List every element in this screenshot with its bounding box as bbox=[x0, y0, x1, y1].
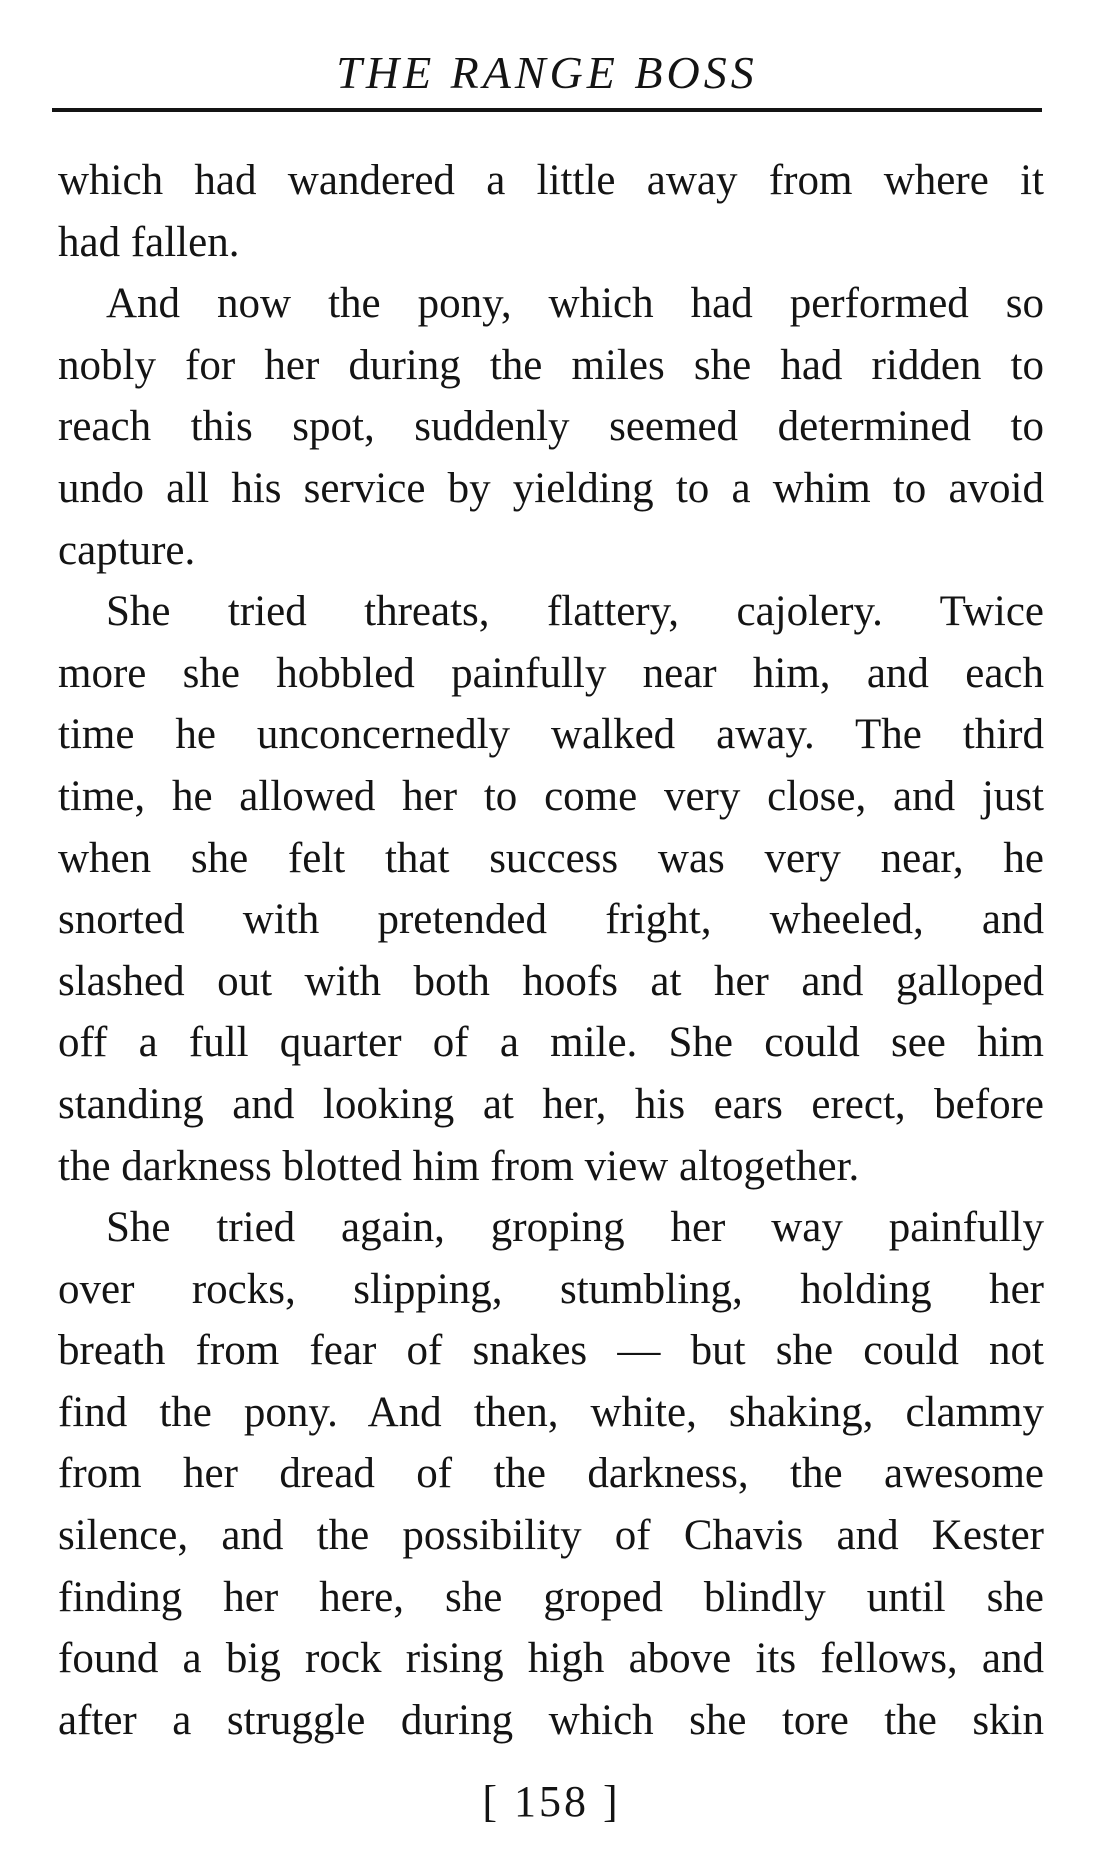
text-line: off a full quarter of a mile. She could see him bbox=[58, 1019, 1044, 1067]
running-header bbox=[52, 38, 1042, 108]
paragraph-2 bbox=[58, 273, 1044, 581]
text-line: standing and looking at her, his ears erect, before bbox=[58, 1080, 1044, 1128]
text-line: time he unconcernedly walked away. The third bbox=[58, 711, 1044, 759]
text-line: finding her here, she groped blindly until she bbox=[58, 1573, 1044, 1621]
text-line: from her dread of the darkness, the awesome bbox=[58, 1450, 1044, 1498]
text-line: had fallen. bbox=[58, 218, 240, 266]
running-title: THE RANGE BOSS bbox=[336, 47, 758, 98]
text-line: snorted with pretended fright, wheeled, and bbox=[58, 896, 1044, 944]
paragraph-3 bbox=[58, 581, 1044, 1197]
text-line: after a struggle during which she tore the skin bbox=[58, 1696, 1044, 1744]
text-line: She tried again, groping her way painfully bbox=[106, 1204, 1044, 1252]
text-line: over rocks, slipping, stumbling, holding her bbox=[58, 1265, 1044, 1313]
paragraph-4 bbox=[58, 1197, 1044, 1751]
text-line: She tried threats, flattery, cajolery. Twice bbox=[106, 588, 1044, 636]
paragraph-1 bbox=[58, 150, 1044, 273]
text-line: the darkness blotted him from view altogether. bbox=[58, 1142, 860, 1190]
text-line: time, he allowed her to come very close, and just bbox=[58, 772, 1044, 820]
body-text bbox=[58, 150, 1044, 1751]
text-line: slashed out with both hoofs at her and galloped bbox=[58, 957, 1044, 1005]
header-rule bbox=[52, 108, 1042, 112]
text-line: find the pony. And then, white, shaking, clammy bbox=[58, 1388, 1044, 1436]
text-line: nobly for her during the miles she had ridden to bbox=[58, 341, 1044, 389]
text-line: silence, and the possibility of Chavis and Kester bbox=[58, 1512, 1044, 1560]
text-line: capture. bbox=[58, 526, 196, 574]
text-line: undo all his service by yielding to a whim to avoid bbox=[58, 464, 1044, 512]
text-line: reach this spot, suddenly seemed determined to bbox=[58, 403, 1044, 451]
text-line: when she felt that success was very near, he bbox=[58, 834, 1044, 882]
text-line: more she hobbled painfully near him, and each bbox=[58, 649, 1044, 697]
text-line: found a big rock rising high above its fellows, and bbox=[58, 1635, 1044, 1683]
text-line: which had wandered a little away from where it bbox=[58, 157, 1044, 204]
page-number: [ 158 ] bbox=[482, 1777, 621, 1826]
text-line: breath from fear of snakes — but she could not bbox=[58, 1327, 1044, 1375]
text-line: And now the pony, which had performed so bbox=[106, 280, 1044, 328]
